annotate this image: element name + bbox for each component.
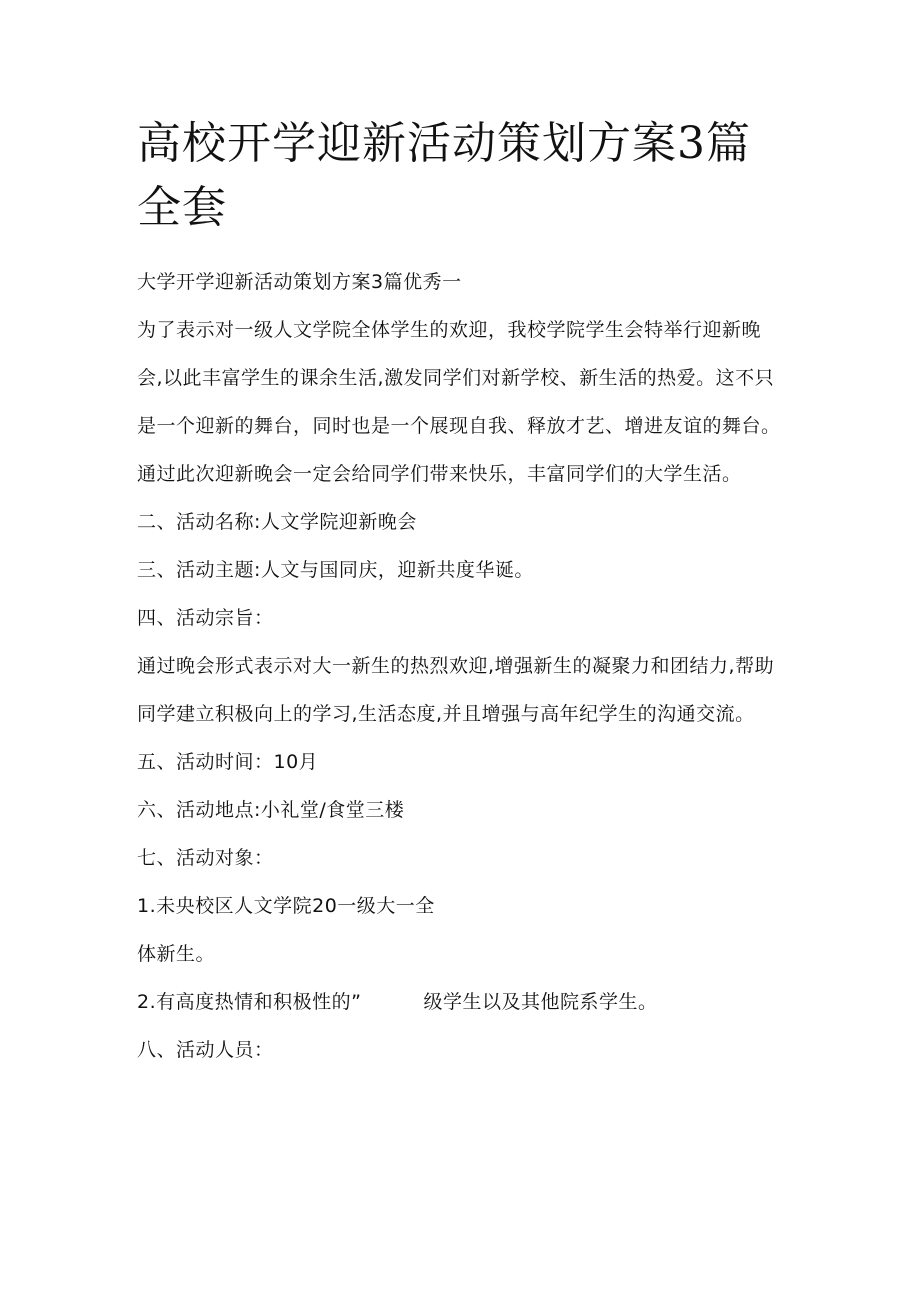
target-heading: 七、活动对象： (137, 847, 274, 869)
purpose-heading: 四、活动宗旨： (137, 607, 274, 629)
intro-paragraph: 为了表示对一级人文学院全体学生的欢迎，我校学院学生会特举行迎新晚会,以此丰富学生的课余生活,激发同学们对新学校、新生活的热爱。这不只是一个迎新的舞台，同时也是一个展现自我、释放才艺、增进友谊的舞台。通过此次迎新晚会一定会给同学们带来快乐，丰富同学们的大学生活。 (137, 319, 781, 485)
target-item-1b: 体新生。 (137, 943, 216, 965)
document-title: 高校开学迎新活动策划方案3篇全套 (137, 118, 751, 233)
target-item-2-end: 级学生以及其他院系学生。 (423, 991, 658, 1013)
activity-place-line: 六、活动地点:小礼堂/食堂三楼 (137, 799, 405, 821)
target-item-2-start: 2.有高度热情和积极性的” (137, 991, 362, 1013)
activity-name-line: 二、活动名称:人文学院迎新晚会 (137, 511, 417, 533)
purpose-paragraph: 通过晚会形式表示对大一新生的热烈欢迎,增强新生的凝聚力和团结力,帮助同学建立积极向上的学习,生活态度,并且增强与高年纪学生的沟通交流。 (137, 655, 775, 725)
activity-theme-line: 三、活动主题:人文与国同庆，迎新共度华诞。 (137, 559, 534, 581)
activity-time-line: 五、活动时间：10月 (137, 751, 319, 773)
subtitle-line: 大学开学迎新活动策划方案3篇优秀一 (137, 271, 462, 293)
target-item-2 (137, 978, 787, 1026)
staff-heading: 八、活动人员： (137, 1039, 274, 1061)
document-body (137, 258, 787, 1074)
target-item-1a: 1.未央校区人文学院20一级大一全 (137, 895, 435, 917)
